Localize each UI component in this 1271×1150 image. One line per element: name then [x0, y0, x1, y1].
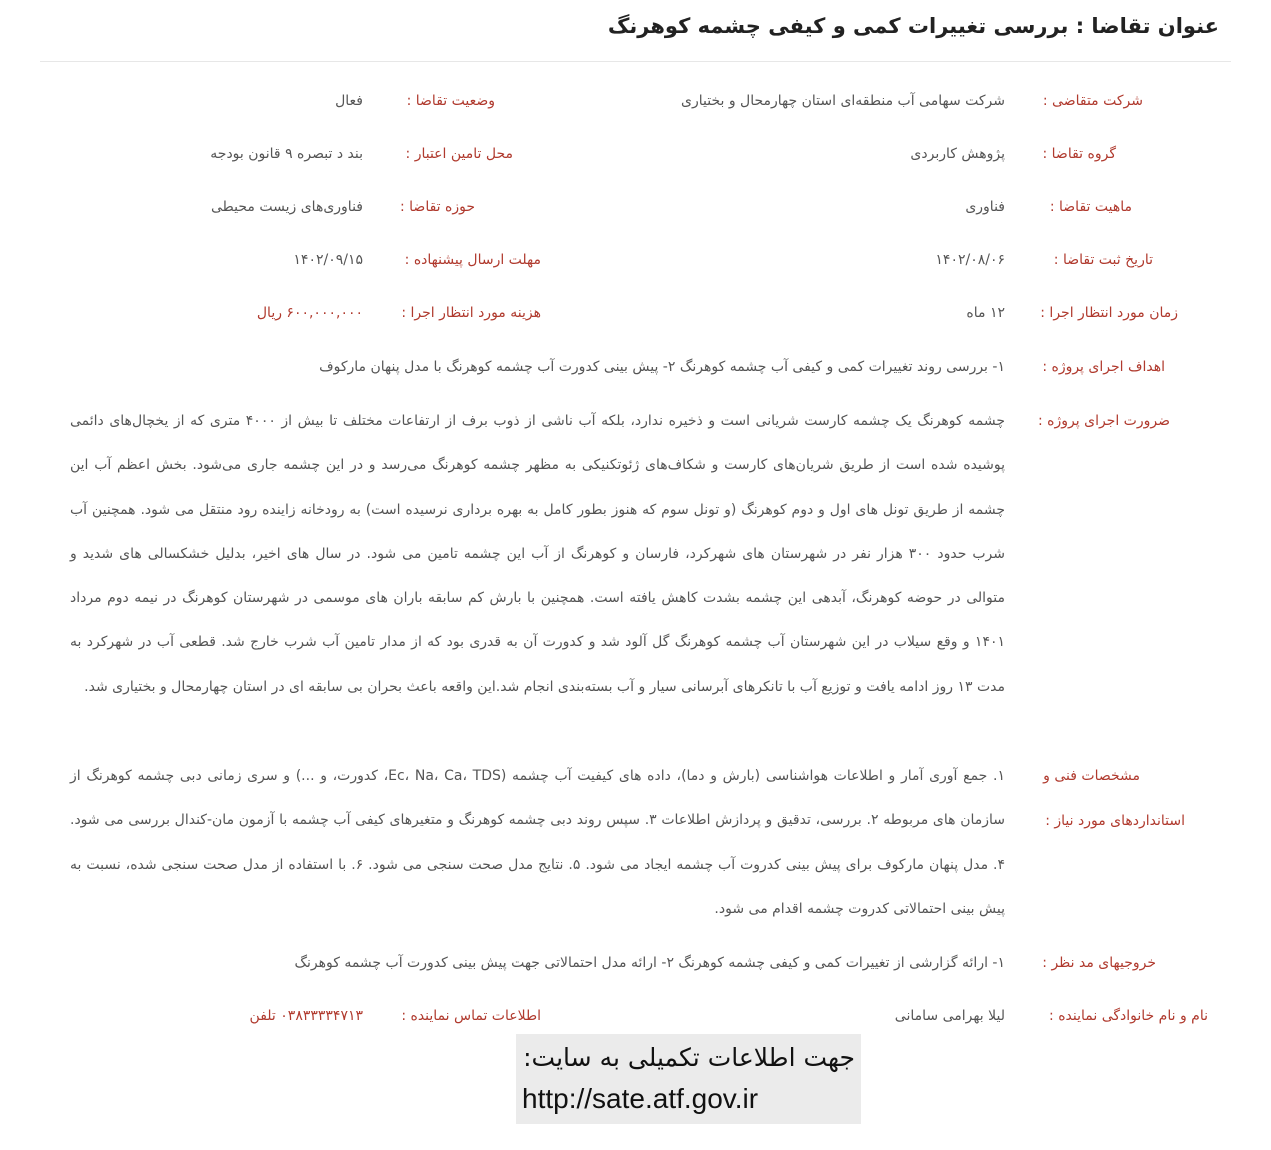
- outputs-label: خروجیهای مد نظر :: [1042, 955, 1156, 971]
- nature-value: فناوری: [965, 199, 1005, 215]
- divider: [40, 61, 1231, 62]
- outputs-value: ۱- ارائه گزارشی از تغییرات کمی و کیفی چشمه کوهرنگ ۲- ارائه مدل احتمالاتی جهت پیش بینی کدورت آب چشمه کوهرنگ: [294, 955, 1005, 971]
- company-label: شرکت متقاضی :: [1042, 93, 1143, 109]
- more-info-banner: [516, 1034, 861, 1124]
- duration-value: ۱۲ ماه: [966, 305, 1005, 321]
- funding-label: محل تامین اعتبار :: [405, 146, 513, 162]
- goals-value: ۱- بررسی روند تغییرات کمی و کیفی آب چشمه کوهرنگ ۲- پیش بینی کدورت آب چشمه کوهرنگ با مدل پنهان مارکوف: [319, 359, 1005, 375]
- cost-label: هزینه مورد انتظار اجرا :: [401, 305, 541, 321]
- specs-text: ۱. جمع آوری آمار و اطلاعات هواشناسی (بارش و دما)، داده های کیفیت آب چشمه (Ec، Na، Ca، TDS، کدورت، و ...) و سری زمانی دبی چشمه کوهرنگ از سازمان های مربوطه ۲. بررسی، تدقیق و پردازش اطلاعات ۳. سپس روند دبی چشمه کوهرنگ و متغیرهای کیفی آب چشمه با آزمون مان-کندال بررسی می شود. ۴. مدل پنهان مارکوف برای پیش بینی کدروت آب چشمه ایجاد می شود. ۵. نتایج مدل صحت سنجی می شود. ۶. با استفاده از مدل صحت سنجی شده، نسبت به پیش بینی احتمالاتی کدروت چشمه اقدام می شود.: [70, 768, 1006, 917]
- goals-label: اهداف اجرای پروژه :: [1042, 359, 1165, 375]
- domain-value: فناوری‌های زیست محیطی: [211, 199, 363, 215]
- rep-contact-label: اطلاعات تماس نماینده :: [401, 1008, 541, 1024]
- rep-contact-value: ۰۳۸۳۳۳۳۴۷۱۳ تلفن: [249, 1008, 363, 1024]
- rep-name-label: نام و نام خانوادگی نماینده :: [1049, 1008, 1208, 1024]
- deadline-label: مهلت ارسال پیشنهاده :: [404, 252, 541, 268]
- domain-label: حوزه تقاضا :: [400, 199, 475, 215]
- group-value: پژوهش کاربردی: [910, 146, 1005, 162]
- nature-label: ماهیت تقاضا :: [1049, 199, 1132, 215]
- company-value: شرکت سهامی آب منطقه‌ای استان چهارمحال و بختیاری: [681, 93, 1005, 109]
- cost-value: ۶۰۰,۰۰۰,۰۰۰ ریال: [256, 305, 363, 321]
- necessity-label: ضرورت اجرای پروژه :: [1038, 413, 1170, 429]
- status-label: وضعیت تقاضا :: [406, 93, 495, 109]
- funding-value: بند د تبصره ۹ قانون بودجه: [210, 146, 363, 162]
- reg-date-label: تاریخ ثبت تقاضا :: [1053, 252, 1153, 268]
- specs-label-line2: استانداردهای مورد نیاز :: [1045, 813, 1185, 829]
- specs-label-line1: مشخصات فنی و: [1043, 768, 1140, 784]
- reg-date-value: ۱۴۰۲/۰۸/۰۶: [935, 252, 1005, 268]
- necessity-text: چشمه کوهرنگ یک چشمه کارست شریانی است و ذخیره ندارد، بلکه آب ناشی از ذوب برف از ارتفاعات مختلف تا بیش از ۴۰۰۰ متری که از یخچال‌های دائمی پوشیده شده است از طریق شریان‌های کارست و شکاف‌های ژئوتکنیکی به مظهر چشمه کوهرنگ می‌رسد و در این چشمه جاری می‌شود. بخش اعظم آب این چشمه از طریق تونل های اول و دوم کوهرنگ (و تونل سوم که هنوز بطور کامل به بهره برداری نرسیده است) به رودخانه زاینده رود منتقل می شود. همچنین آب شرب حدود ۳۰۰ هزار نفر در شهرستان های شهرکرد، فارسان و کوهرنگ از آب این چشمه تامین می شود. در سال های اخیر، بدلیل خشکسالی های شدید و متوالی در حوضه کوهرنگ، آبدهی این چشمه بشدت کاهش یافته است. همچنین با بارش کم سابقه باران های موسمی در شهرستان کوهرنگ در نیمه دوم مرداد ۱۴۰۱ و وقع سیلاب در این شهرستان آب چشمه کوهرنگ گل آلود شد و کدورت آن به قدری بود که از مدار تامین آب شرب خارج شد. قطعی آب در شهرکرد به مدت ۱۳ روز ادامه یافت و توزیع آب با تانکرهای آبرسانی سیار و آب بسته‌بندی انجام شد.این واقعه باعث بحران بی سابقه ای در استان چهارمحال و بختیاری شد.: [70, 413, 1005, 695]
- rep-name-value: لیلا بهرامی سامانی: [894, 1008, 1005, 1024]
- group-label: گروه تقاضا :: [1042, 146, 1116, 162]
- page-title: عنوان تقاضا : بررسی تغییرات کمی و کیفی چشمه کوهرنگ: [607, 14, 1219, 38]
- website-link[interactable]: http://sate.atf.gov.ir: [522, 1083, 759, 1114]
- status-value: فعال: [335, 93, 363, 109]
- deadline-value: ۱۴۰۲/۰۹/۱۵: [293, 252, 363, 268]
- duration-label: زمان مورد انتظار اجرا :: [1040, 305, 1178, 321]
- more-info-text: جهت اطلاعات تکمیلی به سایت:: [523, 1043, 855, 1072]
